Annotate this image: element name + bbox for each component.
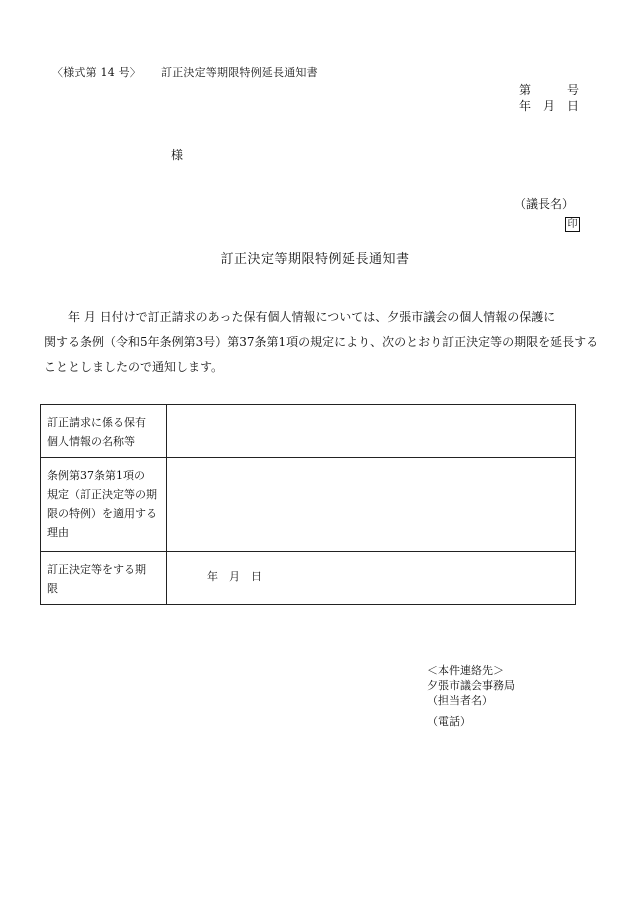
table-label-cell	[41, 405, 167, 458]
document-date: 年 月 日	[518, 99, 579, 113]
label-line: 理由	[47, 526, 69, 539]
form-header-title: 訂正決定等期限特例延長通知書	[161, 66, 318, 79]
table-row	[41, 458, 576, 552]
contact-heading: ＜本件連絡先＞	[427, 664, 504, 677]
form-number: 〈様式第 14 号〉	[52, 66, 141, 79]
document-title: 訂正決定等期限特例延長通知書	[220, 252, 410, 267]
contact-block	[427, 663, 515, 729]
table-row	[41, 552, 576, 605]
table-label-cell	[41, 552, 167, 605]
notice-details-table	[40, 404, 576, 605]
table-label-cell	[41, 458, 167, 552]
contact-person: （担当者名）	[427, 694, 493, 707]
label-line: 条例第37条第1項の	[47, 469, 145, 482]
seal-mark: 印	[565, 217, 580, 232]
label-line: 限	[47, 582, 58, 595]
label-line: 限の特例）を適用する	[47, 507, 157, 520]
label-line: 訂正決定等をする期	[47, 563, 146, 576]
addressee-honorific: 様	[171, 148, 184, 162]
table-value-cell	[167, 458, 576, 552]
contact-phone: （電話）	[427, 715, 471, 728]
table-row	[41, 405, 576, 458]
chair-name-label: （議長名）	[513, 197, 574, 211]
deadline-date-value: 年 月 日	[167, 552, 576, 605]
label-line: 訂正請求に係る保有	[47, 416, 146, 429]
notice-body	[44, 305, 599, 380]
body-line: 年 月 日付けで訂正請求のあった保有個人情報については、夕張市議会の個人情報の保護に	[68, 310, 556, 324]
table-value-cell	[167, 405, 576, 458]
body-line: 関する条例（令和5年条例第3号）第37条第1項の規定により、次のとおり訂正決定等の期限を延長する	[44, 335, 599, 349]
contact-office: 夕張市議会事務局	[427, 679, 515, 692]
label-line: 個人情報の名称等	[47, 435, 135, 448]
label-line: 規定（訂正決定等の期	[47, 488, 157, 501]
body-line: こととしましたので通知します。	[44, 360, 224, 374]
document-number: 第 号	[518, 83, 579, 97]
form-header	[52, 64, 318, 80]
